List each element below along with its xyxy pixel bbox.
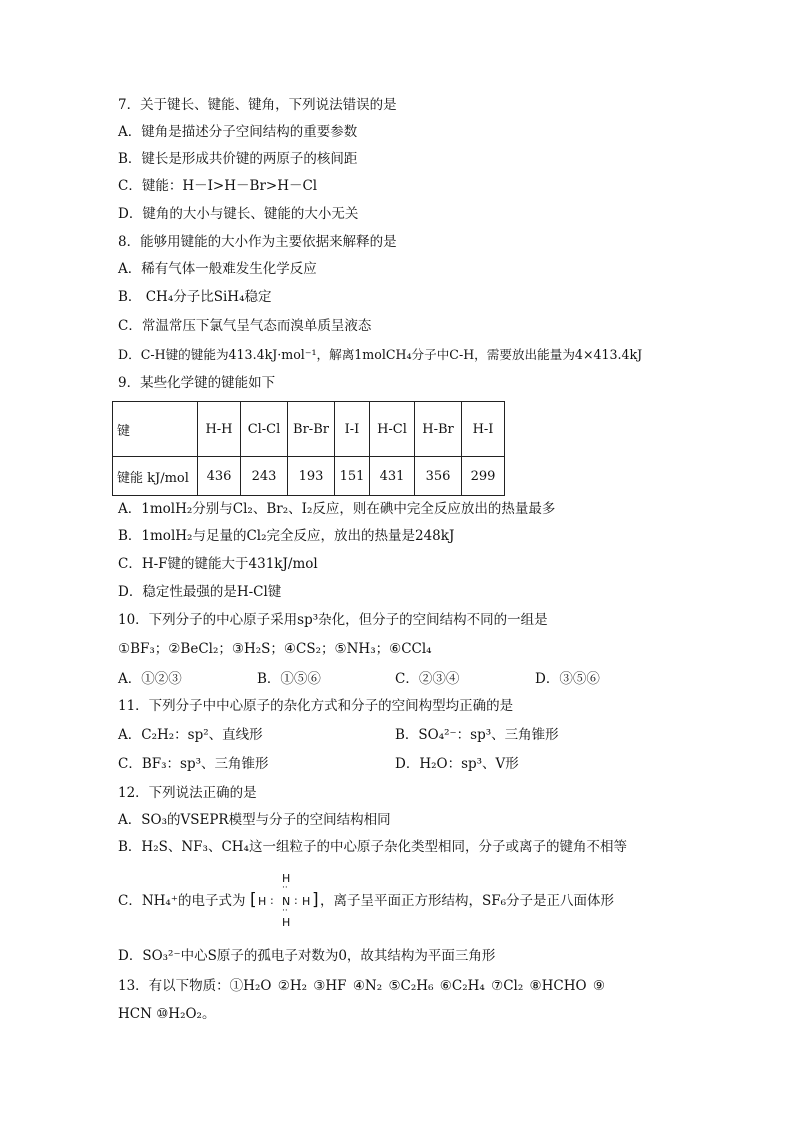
q10-option-a: A．①②③ <box>118 671 182 687</box>
table-cell: 193 <box>288 457 335 496</box>
q7-option-a: A．键角是描述分子空间结构的重要参数 <box>118 124 358 140</box>
q7-option-b: B．键长是形成共价键的两原子的核间距 <box>118 151 358 167</box>
electron-pair-left: : <box>270 894 274 907</box>
q11-option-b: B．SO₄²⁻：sp³、三角锥形 <box>395 727 559 743</box>
nitrogen-atom: N <box>282 895 291 908</box>
table-header-cell: Cl-Cl <box>241 402 288 457</box>
q12-option-c-prefix: C．NH₄⁺的电子式为 <box>118 893 246 909</box>
q9-option-b: B．1molH₂与足量的Cl₂完全反应，放出的热量是248kJ <box>118 528 455 544</box>
hydrogen-bottom: H <box>282 916 291 929</box>
q7-option-c: C．键能：H－I>H－Br>H－Cl <box>118 178 318 194</box>
q11-stem: 11．下列分子中中心原子的杂化方式和分子的空间构型均正确的是 <box>118 698 514 714</box>
electron-pair-right: : <box>294 894 298 907</box>
table-header-cell: H-Br <box>415 402 462 457</box>
hydrogen-right: H <box>302 895 311 908</box>
table-cell: 299 <box>462 457 505 496</box>
q9-option-a: A．1molH₂分别与Cl₂、Br₂、I₂反应，则在碘中完全反应放出的热量最多 <box>118 501 556 517</box>
q8-option-c: C．常温常压下氯气呈气态而溴单质呈液态 <box>118 318 372 334</box>
hydrogen-top: H <box>282 872 291 885</box>
q10-molecule-list: ①BF₃；②BeCl₂；③H₂S；④CS₂；⑤NH₃；⑥CCl₄ <box>118 641 432 657</box>
q10-option-b: B．①⑤⑥ <box>257 671 321 687</box>
hydrogen-left: H <box>258 895 267 908</box>
q9-option-d: D．稳定性最强的是H-Cl键 <box>118 584 282 600</box>
table-cell: 436 <box>198 457 241 496</box>
q12-option-a: A．SO₃的VSEPR模型与分子的空间结构相同 <box>118 812 391 828</box>
right-bracket: ] <box>312 890 319 910</box>
table-header-cell: H-Cl <box>370 402 415 457</box>
q10-option-c: C．②③④ <box>395 671 460 687</box>
q11-option-a: A．C₂H₂：sp²、直线形 <box>118 727 263 743</box>
q7-stem: 7．关于键长、键能、键角，下列说法错误的是 <box>118 97 397 113</box>
q11-option-d: D．H₂O：sp³、V形 <box>395 756 519 772</box>
q12-option-d: D．SO₃²⁻中心S原子的孤电子对数为0，故其结构为平面三角形 <box>118 948 496 964</box>
q12-option-b: B．H₂S、NF₃、CH₄这一组粒子的中心原子杂化类型相同，分子或离子的键角不相等 <box>118 839 627 855</box>
q11-option-c: C．BF₃：sp³、三角锥形 <box>118 756 269 772</box>
table-header-row <box>113 402 505 457</box>
q10-stem: 10．下列分子的中心原子采用sp³杂化，但分子的空间结构不同的一组是 <box>118 612 548 628</box>
q12-option-c-suffix: ，离子呈平面正方形结构，SF₆分子是正八面体形 <box>320 893 615 909</box>
table-cell: 243 <box>241 457 288 496</box>
table-header-cell: H-H <box>198 402 241 457</box>
q8-option-d: D．C-H键的键能为413.4kJ·mol⁻¹，解离1molCH₄分子中C-H，需要放出能量为4×413.4kJ <box>118 347 643 362</box>
q8-option-a: A．稀有气体一般难发生化学反应 <box>118 261 317 277</box>
electron-pair-top: ·· <box>282 883 288 893</box>
left-bracket: [ <box>250 890 257 910</box>
q9-stem: 9．某些化学键的键能如下 <box>118 375 276 391</box>
bond-energy-table <box>112 401 505 496</box>
q8-stem: 8．能够用键能的大小作为主要依据来解释的是 <box>118 234 397 250</box>
electron-pair-bottom: ·· <box>282 906 288 916</box>
table-row <box>113 457 505 496</box>
table-row-label: 键能 kJ/mol <box>113 457 198 496</box>
table-cell: 356 <box>415 457 462 496</box>
table-header-cell: H-I <box>462 402 505 457</box>
table-header-cell: I-I <box>335 402 370 457</box>
q13-line-1: 13．有以下物质：①H₂O ②H₂ ③HF ④N₂ ⑤C₂H₆ ⑥C₂H₄ ⑦Cl₂ ⑧HCHO ⑨ <box>118 978 605 994</box>
q10-option-d: D．③⑤⑥ <box>535 671 600 687</box>
table-cell: 151 <box>335 457 370 496</box>
q8-option-b: B． CH₄分子比SiH₄稳定 <box>118 289 272 305</box>
ammonium-electron-formula <box>250 872 320 930</box>
q7-option-d: D．键角的大小与键长、键能的大小无关 <box>118 206 359 222</box>
table-header-cell: Br-Br <box>288 402 335 457</box>
table-header-cell: 键 <box>113 402 198 457</box>
q13-line-2: HCN ⑩H₂O₂。 <box>118 1006 216 1022</box>
q12-stem: 12．下列说法正确的是 <box>118 785 257 801</box>
q9-option-c: C．H-F键的键能大于431kJ/mol <box>118 556 318 572</box>
table-cell: 431 <box>370 457 415 496</box>
